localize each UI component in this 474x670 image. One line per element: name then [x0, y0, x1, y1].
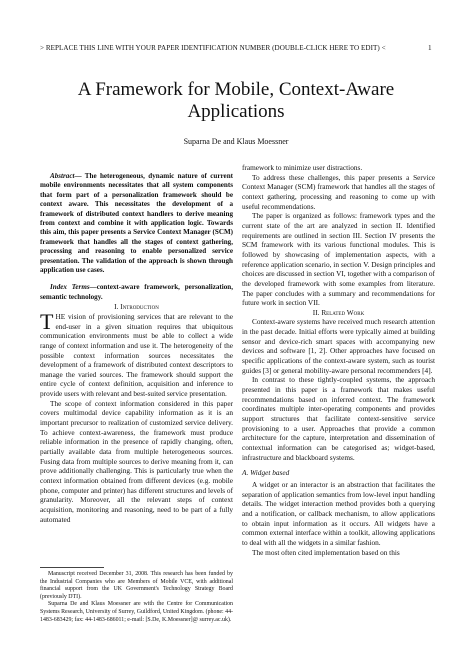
intro-paragraph-2: The scope of context information considered in this paper covers multimodal device capability information as it is an important precursor to realization of customized service delivery. To achieve context-awareness, the framework must produce reliable information in the presence of rapidly changing, often, partially available data from multiple heterogeneous sources. Fusing data from multiple sources to derive meaning from it, can prove additionally challenging. This is particularly true when the context information obtained from different devices (e.g. mobile phone, computer and printer) has different structures and levels of granularity. Moreover, all the relevant steps of context acquisition, monitoring and reasoning, need to be part of a fully automated	[40, 398, 233, 524]
section-title: Introduction	[120, 302, 159, 312]
drop-cap: T	[40, 308, 54, 334]
footnote-rule	[40, 567, 104, 568]
section-heading-related-work	[242, 308, 435, 318]
related-paragraph-1: Context-aware systems have received much research attention in the past decade. Initial efforts were typically aimed at building sensor and device-rich smart spaces with accompanying new devices and software [1, 2]. Other approaches have focused on specific applications of the context-aware system, such as tourist guides [3] or general mobility-aware personal recommenders [4].	[242, 317, 435, 375]
intro-paragraph-2-continued: framework to minimize user distractions.	[242, 163, 363, 172]
abstract	[40, 172, 233, 275]
widget-paragraph-2: The most often cited implementation based on this	[252, 547, 400, 557]
right-column	[242, 163, 435, 557]
widget-paragraph-1: A widget or an interactor is an abstraction that facilitates the separation of application semantics from low-level input handling details. The widget interaction method provides both a querying and a notification, or callback mechanism, to allow applications to obtain input information as it occurs. All widgets have a common external interface within a toolkit, allowing applications to deal with all the widgets in a similar fashion.	[242, 479, 435, 547]
paper-title: A Framework for Mobile, Context-Aware Applications	[77, 79, 395, 122]
running-head[interactable]: > REPLACE THIS LINE WITH YOUR PAPER IDENTIFICATION NUMBER (DOUBLE-CLICK HERE TO EDIT) <	[40, 44, 386, 52]
footnotes	[40, 571, 233, 624]
intro-paragraph-1	[40, 308, 233, 399]
index-terms	[40, 283, 233, 302]
section-number: II.	[312, 307, 320, 317]
subsection-heading-widget: A. Widget based	[242, 468, 290, 478]
index-terms-text: —context-aware framework, personalization, semantic technology.	[40, 283, 233, 301]
intro-paragraph-3: To address these challenges, this paper presents a Service Context Manager (SCM) framework that handles all the stages of context gathering, processing and reasoning to come up with useful recommendations.	[242, 172, 435, 211]
section-number: I.	[114, 302, 119, 312]
footnote-affiliation: Suparna De and Klaus Moessner are with the Centre for Communication Systems Research, University of Surrey, Guildford, United Kingdom. (phone: 44-1483-683429; fax: 44-1483-686011; e-mail: [S.De, K.Moessner]@ surrey.ac.uk).	[40, 601, 233, 623]
section-heading-introduction	[40, 302, 233, 312]
intro-paragraph-4: The paper is organized as follows: framework types and the current state of the art are analyzed in section II. Identified requirements are outlined in section III. Section IV presents the SCM framework with its various functional modules. This is followed by showcasing of implementation aspects, with a reference application scenario, in section V. Design principles and choices are discussed in section VI, together with a comparison of the developed framework with some examples from literature. The paper concludes with a summary and recommendations for future work in section VII.	[242, 211, 435, 308]
abstract-label: Abstract	[50, 172, 75, 180]
index-terms-label: Index Terms	[50, 283, 90, 292]
paragraph-text: HE vision of provisioning services that are relevant to the end-user in a given situation requires that ubiquitous communication environments must be able to collect a wide range of context information and use it. The heterogeneity of the possible context information sources necessitates the development of a framework of distributed context descriptors to manage the varied sources. The framework should support the entire cycle of context definition, acquisition and inference to provide users with relevant and best-suited service presentation.	[40, 311, 233, 399]
page-number: 1	[428, 44, 432, 52]
abstract-text: — The heterogeneous, dynamic nature of current mobile environments necessitates that all system components that form part of a personalization framework should be context aware. This necessitates the development of a framework of distributed context handlers to derive meaning from context and combine it with application logic. Towards this aim, this paper presents a Service Context Manager (SCM) framework that handles all the stages of context gathering, processing and reasoning to enable personalized service presentation. The validation of the approach is shown through application use cases.	[40, 172, 233, 275]
section-title: Related Work	[321, 307, 365, 317]
left-column	[40, 172, 233, 524]
footnote-manuscript: Manuscript received December 31, 2008. This research has been funded by the Industrial Companies who are Members of Mobile VCE, with additional financial support from the UK Government's Technology Strategy Board (previously DTI).	[40, 571, 233, 600]
related-paragraph-2: In contrast to these tightly-coupled systems, the approach presented in this paper is a framework that makes useful recommendations based on inferred context. The framework coordinates multiple inter-operating components and provides support structures that facilitate context-sensitive service provisioning to a user. Approaches that provide a common architecture for the capture, interpretation and dissemination of contextual information can be categorised as; widget-based, infrastructure and blackboard systems.	[242, 375, 435, 462]
authors: Suparna De and Klaus Moessner	[183, 137, 289, 146]
